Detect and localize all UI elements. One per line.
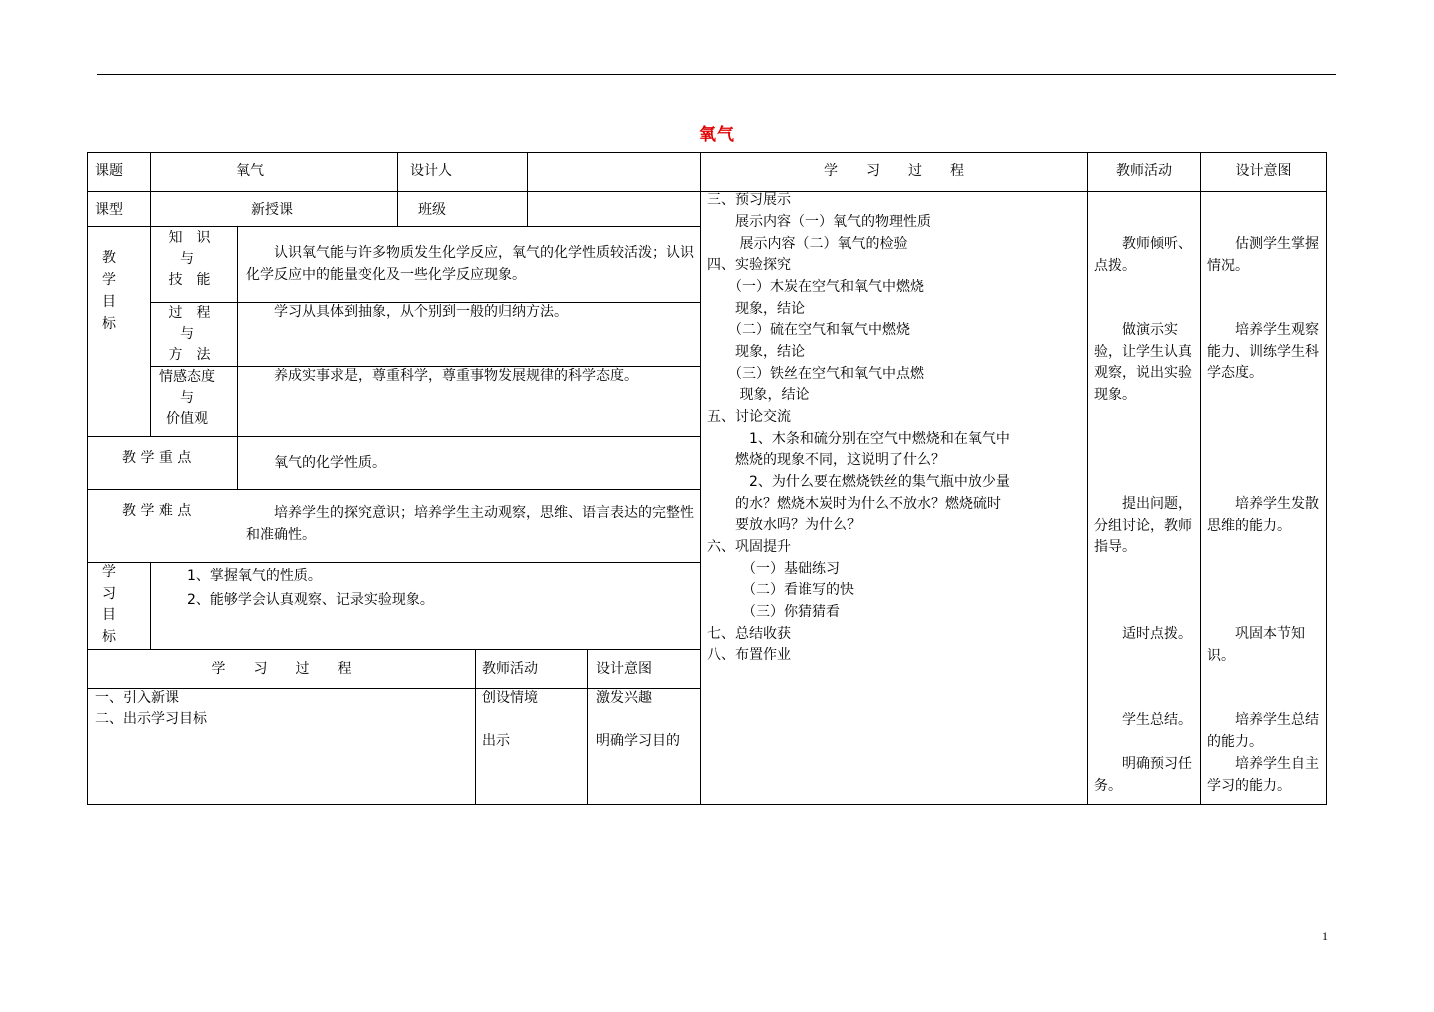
knowledge-label-2: 与: [180, 251, 194, 267]
emotion-label-2: 与: [180, 390, 194, 406]
right-intent-5: 培养学生总结的能力。: [1207, 712, 1319, 750]
right-teacher-4: 适时点拨。: [1094, 626, 1192, 642]
right-line-13: 燃烧的现象不同，这说明了什么？: [707, 452, 945, 468]
difficulty-label: 教 学 难 点: [122, 503, 192, 519]
goals-label-3: 目: [102, 294, 116, 310]
right-teacher-header: 教师活动: [1116, 163, 1172, 179]
right-line-21: 七、总结收获: [707, 626, 791, 642]
knowledge-text: 认识氧气能与许多物质发生化学反应，氧气的化学性质较活泼；认识化学反应中的能量变化及一些化学反应现象。: [246, 245, 694, 283]
left-process-header: 学 习 过 程: [211, 661, 352, 677]
knowledge-label-3: 技 能: [168, 272, 211, 288]
header-rule: [97, 74, 1336, 75]
knowledge-label-1: 知 识: [168, 230, 211, 246]
difficulty-text: 培养学生的探究意识；培养学生主动观察，思维、语言表达的完整性和准确性。: [246, 505, 694, 543]
right-line-7: （二）硫在空气和氧气中燃烧: [707, 322, 910, 338]
emotion-label-3: 价值观: [166, 411, 208, 427]
right-line-16: 要放水吗？为什么？: [707, 517, 861, 533]
learning-label-3: 目: [102, 607, 116, 623]
right-teacher-2: 做演示实验，让学生认真观察，说出实验现象。: [1094, 322, 1192, 403]
process-label-2: 与: [180, 326, 194, 342]
goals-label-4: 标: [102, 316, 116, 332]
right-intent-4: 巩固本节知识。: [1207, 626, 1305, 664]
left-step-2: 二、出示学习目标: [95, 711, 207, 727]
right-line-8: 现象，结论: [707, 344, 805, 360]
right-intent-6: 培养学生自主学习的能力。: [1207, 756, 1319, 794]
key-point-text: 氧气的化学性质。: [246, 455, 386, 471]
right-line-14: 2、为什么要在燃烧铁丝的集气瓶中放少量: [707, 474, 1010, 490]
process-label-1: 过 程: [168, 305, 211, 321]
right-line-4: 四、实验探究: [707, 257, 791, 273]
right-line-15: 的水？燃烧木炭时为什么不放水？燃烧硫时: [707, 496, 1001, 512]
right-line-11: 五、讨论交流: [707, 409, 791, 425]
right-teacher-6: 明确预习任务。: [1094, 756, 1192, 794]
right-line-2: 展示内容（一）氧气的物理性质: [707, 214, 931, 230]
learning-label-4: 标: [102, 629, 116, 645]
learning-label-1: 学: [102, 564, 116, 580]
right-line-10: 现象，结论: [707, 387, 810, 403]
right-line-5: （一）木炭在空气和氧气中燃烧: [707, 279, 924, 295]
learning-item-2: 2、能够学会认真观察、记录实验现象。: [187, 592, 434, 608]
emotion-text: 养成实事求是，尊重科学，尊重事物发展规律的科学态度。: [246, 368, 638, 384]
left-intent-1: 激发兴趣: [596, 690, 652, 706]
type-label: 课型: [95, 202, 123, 218]
designer-label: 设计人: [410, 163, 452, 179]
process-label-3: 方 法: [168, 347, 211, 363]
class-label: 班级: [418, 202, 446, 218]
course-value: 氧气: [236, 163, 264, 179]
left-teacher-header: 教师活动: [482, 661, 538, 677]
left-intent-2: 明确学习目的: [596, 733, 680, 749]
right-teacher-5: 学生总结。: [1094, 712, 1192, 728]
right-line-19: （二）看谁写的快: [707, 582, 854, 598]
left-teacher-2: 出示: [482, 733, 510, 749]
emotion-label-1: 情感态度: [159, 369, 215, 385]
key-point-label: 教 学 重 点: [122, 450, 192, 466]
right-line-3: 展示内容（二）氧气的检验: [707, 236, 908, 252]
process-text: 学习从具体到抽象，从个别到一般的归纳方法。: [246, 304, 568, 320]
right-line-18: （一）基础练习: [707, 561, 840, 577]
right-teacher-3: 提出问题，分组讨论，教师指导。: [1094, 496, 1192, 556]
right-line-1: 三、预习展示: [707, 192, 791, 208]
course-label: 课题: [95, 163, 123, 179]
right-line-9: （三）铁丝在空气和氧气中点燃: [707, 366, 924, 382]
right-process-header: 学 习 过 程: [824, 163, 964, 179]
left-intent-header: 设计意图: [596, 661, 652, 677]
goals-label-1: 教: [102, 250, 116, 266]
left-step-1: 一、引入新课: [95, 690, 179, 706]
right-line-6: 现象，结论: [707, 301, 805, 317]
right-intent-3: 培养学生发散思维的能力。: [1207, 496, 1319, 534]
goals-label-2: 学: [102, 272, 116, 288]
learning-label-2: 习: [102, 586, 116, 602]
right-line-17: 六、巩固提升: [707, 539, 791, 555]
left-teacher-1: 创设情境: [482, 690, 538, 706]
type-value: 新授课: [251, 202, 293, 218]
right-intent-2: 培养学生观察能力、训练学生科学态度。: [1207, 322, 1319, 382]
page-number: 1: [1322, 929, 1328, 943]
right-line-12: 1、木条和硫分别在空气中燃烧和在氧气中: [707, 431, 1010, 447]
right-intent-1: 估测学生掌握情况。: [1207, 236, 1319, 274]
right-teacher-1: 教师倾听、点拨。: [1094, 236, 1192, 274]
page-title: 氧气: [699, 125, 735, 145]
right-intent-header: 设计意图: [1235, 163, 1292, 179]
right-line-22: 八、布置作业: [707, 647, 791, 663]
learning-item-1: 1、掌握氧气的性质。: [187, 568, 322, 584]
right-line-20: （三）你猜猜看: [707, 604, 840, 620]
